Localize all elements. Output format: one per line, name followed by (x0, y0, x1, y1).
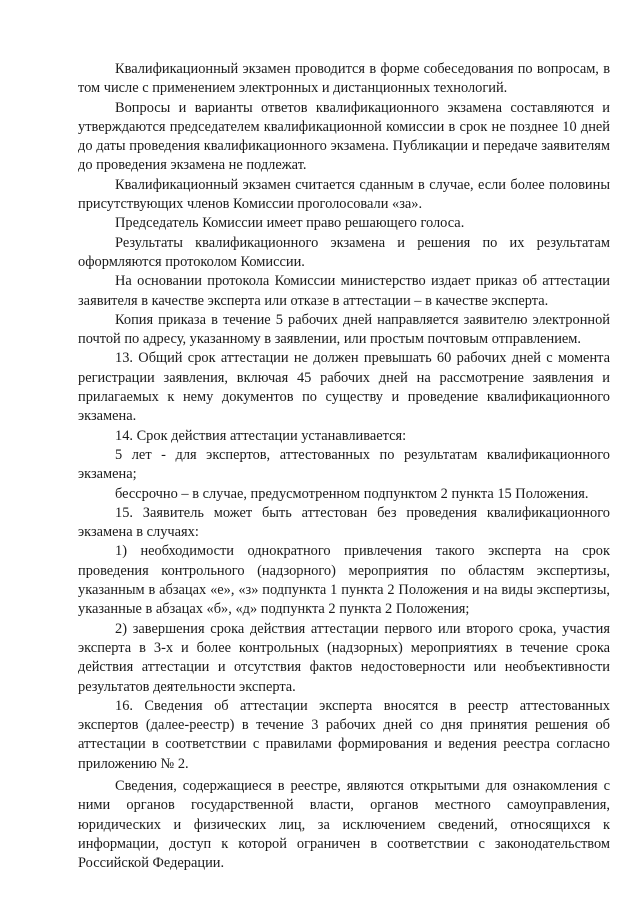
paragraph-exam-questions: Вопросы и варианты ответов квалификационного экзамена составляются и утверждаются председателем квалификационной комиссии в срок не позднее 10 дней до даты проведения квалификационного экзамена. Публикации и передаче заявителям до проведения экзамена не подлежат. (78, 99, 610, 174)
paragraph-chairman-vote: Председатель Комиссии имеет право решающего голоса. (115, 215, 465, 232)
paragraph-item-15: 15. Заявитель может быть аттестован без проведения квалификационного экзамена в случаях: (78, 504, 610, 541)
paragraph-item-16: 16. Сведения об аттестации эксперта вносятся в реестр аттестованных экспертов (далее-реестр) в течение 3 рабочих дней со дня принятия решения об аттестации в соответствии с правилами формирования и ведения реестра согласно приложению № 2. (78, 697, 610, 772)
document-page (78, 60, 610, 873)
paragraph-exam-format: Квалификационный экзамен проводится в форме собеседования по вопросам, в том числе с применением электронных и дистанционных технологий. (78, 61, 610, 97)
paragraph-item-14: 14. Срок действия аттестации устанавливается: (115, 427, 407, 444)
paragraph-exam-passed: Квалификационный экзамен считается сданным в случае, если более половины присутствующих членов Комиссии проголосовали «за». (78, 176, 610, 213)
paragraph-term-5-years: 5 лет - для экспертов, аттестованных по результатам квалификационного экзамена; (78, 446, 610, 483)
paragraph-item-13: 13. Общий срок аттестации не должен превышать 60 рабочих дней с момента регистрации заявления, включая 45 рабочих дней на рассмотрение заявления и прилагаемых к нему документов по существу и проведение квалификационного экзамена. (78, 350, 610, 425)
paragraph-registry-open: Сведения, содержащиеся в реестре, являются открытыми для ознакомления с ними органов государственной власти, органов местного самоуправления, юридических и физических лиц, за исключением сведений, относящихся к информации, доступ к которой ограничен в соответствии с законодательством Российской Федерации. (78, 777, 610, 872)
paragraph-order-copy: Копия приказа в течение 5 рабочих дней направляется заявителю электронной почтой по адресу, указанному в заявлении, или простым почтовым отправлением. (78, 311, 610, 348)
paragraph-ministry-order: На основании протокола Комиссии министерство издает приказ об аттестации заявителя в качестве эксперта или отказе в аттестации – в качестве эксперта. (78, 273, 610, 309)
paragraph-item-15-sub-2: 2) завершения срока действия аттестации первого или второго срока, участия эксперта в 3-х и более контрольных (надзорных) мероприятиях в течение срока действия аттестации и отсутствия фактов недостоверности или необъективности результатов деятельности эксперта. (78, 620, 610, 695)
paragraph-term-indefinite: бессрочно – в случае, предусмотренном подпунктом 2 пункта 15 Положения. (115, 485, 589, 502)
paragraph-exam-results: Результаты квалификационного экзамена и решения по их результатам оформляются протоколом Комиссии. (78, 234, 610, 270)
paragraph-item-15-sub-1: 1) необходимости однократного привлечения такого эксперта на срок проведения контрольного (надзорного) мероприятия по областям экспертизы, указанным в абзацах «е», «з» подпункта 1 пункта 2 Положения и на виды экспертизы, указанные в абзацах «б», «д» подпункта 2 пункта 2 Положения; (78, 543, 610, 618)
